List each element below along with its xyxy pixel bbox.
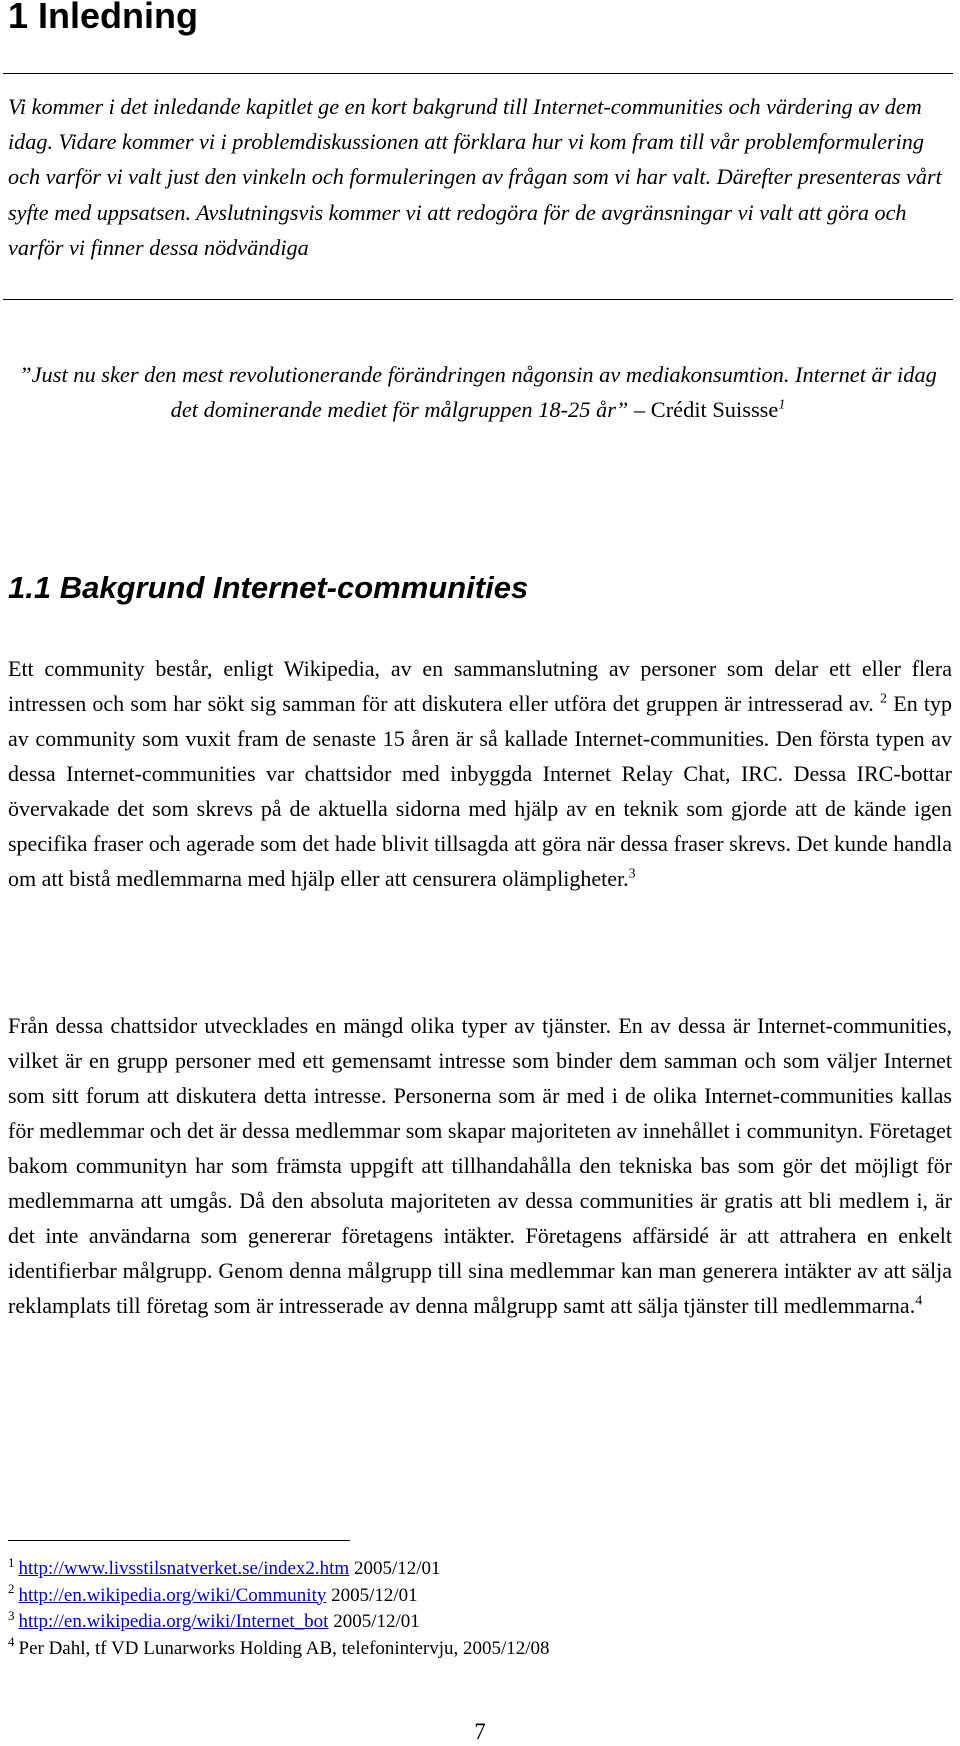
footnote-ref: 1 <box>778 397 786 413</box>
footnotes <box>8 1556 948 1662</box>
footnote-separator <box>8 1540 350 1541</box>
intro-bottom-rule <box>3 299 953 300</box>
paragraph-text: Ett community består, enligt Wikipedia, av en sammanslutning av personer som delar ett eller flera intressen och som har sökt sig samman för att diskutera eller utföra det gruppen är intresserad av. <box>8 656 952 716</box>
chapter-intro: Vi kommer i det inledande kapitlet ge en kort bakgrund till Internet-communities och värdering av dem idag. Vidare kommer vi i problemdiskussionen att förklara hur vi kom fram till vår problemformulering och varför vi valt just den vinkeln och formuleringen av frågan som vi har valt. Därefter presenteras vårt syfte med uppsatsen. Avslutningsvis kommer vi att redogöra för de avgränsningar vi valt att göra och varför vi finner dessa nödvändiga <box>8 94 942 260</box>
chapter-heading: 1 Inledning <box>8 0 199 36</box>
footnote-ref: 2 <box>880 691 888 707</box>
quote-text: ”Just nu sker den mest revolutionerande förändringen någonsin av mediakonsumtion. Internet är idag det dominerande mediet för målgruppen 18-25 år” <box>19 362 937 422</box>
footnote-date: 2005/12/01 <box>349 1558 441 1579</box>
intro-top-rule <box>3 73 953 74</box>
section-heading: 1.1 Bakgrund Internet-communities <box>8 570 529 605</box>
footnote-text: Per Dahl, tf VD Lunarworks Holding AB, telefonintervju, 2005/12/08 <box>18 1637 550 1659</box>
epigraph-quote <box>8 357 948 427</box>
footnote-1 <box>8 1556 948 1583</box>
footnote-3 <box>8 1609 948 1636</box>
footnote-link[interactable]: http://www.livsstilsnatverket.se/index2.htm <box>18 1558 350 1579</box>
footnote-number: 4 <box>8 1634 15 1650</box>
footnote-ref: 3 <box>628 866 636 882</box>
footnote-number: 2 <box>8 1581 15 1597</box>
footnote-2 <box>8 1583 948 1610</box>
body-paragraph <box>8 1008 952 1323</box>
footnote-date: 2005/12/01 <box>326 1584 418 1606</box>
footnote-4 <box>8 1636 948 1663</box>
footnote-ref: 4 <box>915 1293 923 1309</box>
footnote-number: 1 <box>8 1554 15 1570</box>
footnote-date: 2005/12/01 <box>328 1611 420 1632</box>
footnote-link[interactable]: http://en.wikipedia.org/wiki/Internet_bot <box>18 1611 329 1632</box>
paragraph-text: Från dessa chattsidor utvecklades en mängd olika typer av tjänster. En av dessa är Internet-communities, vilket är en grupp personer med ett gemensamt intresse som binder dem samman och som väljer Internet som sitt forum att diskutera detta intresse. Personerna som är med i de olika Internet-communities kallas för medlemmar och det är dessa medlemmar som skapar majoriteten av innehållet i communityn. Företaget bakom communityn har som främsta uppgift att tillhandahålla den tekniska bas som gör det möjligt för medlemmarna att umgås. Då den absoluta majoriteten av dessa communities är gratis att bli medlem i, är det inte användarna som genererar företagens intäkter. Företagens affärsidé är att attrahera en enkelt identifierbar målgrupp. Genom denna målgrupp till sina medlemmar kan man generera intäkter av att sälja reklamplats till företag som är intresserade av denna målgrupp samt att sälja tjänster till medlemmarna. <box>8 1013 952 1318</box>
paragraph-text: En typ av community som vuxit fram de senaste 15 åren är så kallade Internet-communities. Den första typen av dessa Internet-communities var chattsidor med inbyggda Internet Relay Chat, IRC. Dessa IRC-bottar övervakade det som skrevs på de aktuella sidorna med hjälp av en teknik som gjorde att de kände igen specifika fraser och agerade som det hade blivit tillsagda att göra när dessa fraser skrevs. Det kunde handla om att bistå medlemmarna med hjälp eller att censurera olämpligheter. <box>8 691 953 891</box>
quote-source: – Crédit Suissse <box>634 397 779 422</box>
footnote-link[interactable]: http://en.wikipedia.org/wiki/Community <box>18 1584 327 1606</box>
page-number: 7 <box>474 1719 486 1744</box>
footnote-number: 3 <box>8 1607 15 1623</box>
body-paragraph <box>8 651 952 896</box>
